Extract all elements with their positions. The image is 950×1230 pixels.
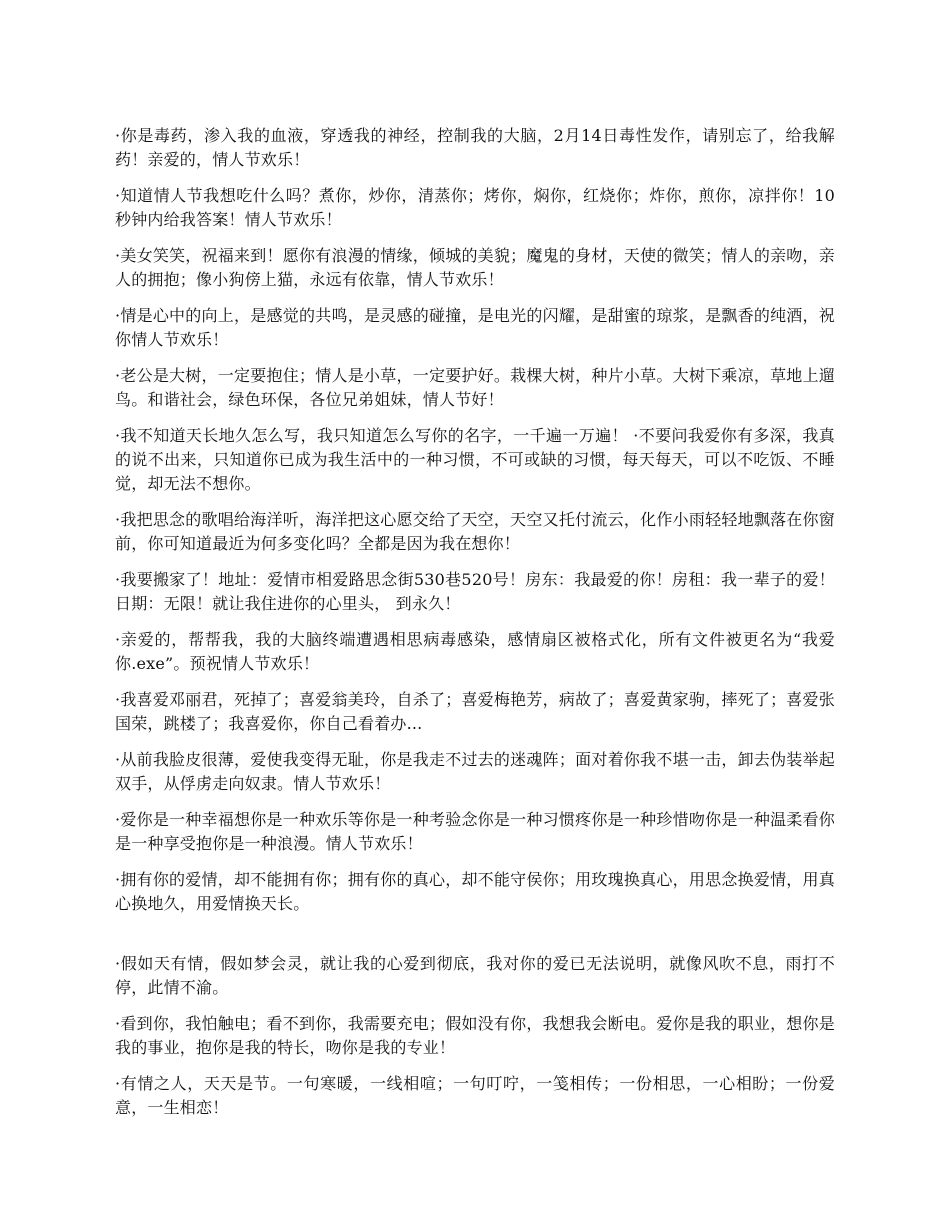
paragraph: ·爱你是一种幸福想你是一种欢乐等你是一种考验念你是一种习惯疼你是一种珍惜吻你是一种温柔看你是一种享受抱你是一种浪漫。情人节欢乐！ <box>115 810 835 853</box>
paragraph: ·有情之人，天天是节。一句寒暖，一线相喧；一句叮咛，一笺相传；一份相思，一心相盼；一份爱意，一生相恋！ <box>115 1074 835 1117</box>
paragraph: ·我不知道天长地久怎么写，我只知道怎么写你的名字，一千遍一万遍！ ·不要问我爱你有多深，我真的说不出来，只知道你已成为我生活中的一种习惯，不可或缺的习惯，每天每天，可以不吃饭、不睡觉，却无法不想你。 <box>115 426 835 493</box>
paragraph: ·我要搬家了！地址：爱情市相爱路思念街530巷520号！房东：我最爱的你！房租：我一辈子的爱！日期：无限！就让我住进你的心里头， 到永久！ <box>115 570 835 613</box>
paragraph: ·美女笑笑，祝福来到！愿你有浪漫的情缘，倾城的美貌；魔鬼的身材，天使的微笑；情人的亲吻，亲人的拥抱；像小狗傍上猫，永远有依靠，情人节欢乐！ <box>115 246 835 289</box>
paragraph: ·知道情人节我想吃什么吗？煮你，炒你，清蒸你；烤你，焖你，红烧你；炸你，煎你，凉拌你！10秒钟内给我答案！情人节欢乐！ <box>115 186 835 229</box>
paragraph: ·我喜爱邓丽君，死掉了；喜爱翁美玲，自杀了；喜爱梅艳芳，病故了；喜爱黄家驹，摔死了；喜爱张国荣，跳楼了；我喜爱你，你自己看着办... <box>115 690 835 733</box>
paragraph: ·拥有你的爱情，却不能拥有你；拥有你的真心，却不能守侯你；用玫瑰换真心，用思念换爱情，用真心换地久，用爱情换天长。 <box>115 870 835 913</box>
paragraph: ·从前我脸皮很薄，爱使我变得无耻，你是我走不过去的迷魂阵；面对着你我不堪一击，卸去伪装举起双手，从俘虏走向奴隶。情人节欢乐！ <box>115 750 835 793</box>
paragraph: ·假如天有情，假如梦会灵，就让我的心爱到彻底，我对你的爱已无法说明，就像风吹不息，雨打不停，此情不渝。 <box>115 954 835 997</box>
paragraph: ·你是毒药，渗入我的血液，穿透我的神经，控制我的大脑，2月14日毒性发作，请别忘了，给我解药！亲爱的，情人节欢乐！ <box>115 126 835 169</box>
paragraph: ·亲爱的，帮帮我，我的大脑终端遭遇相思病毒感染，感情扇区被格式化，所有文件被更名为“我爱你.exe”。预祝情人节欢乐！ <box>115 630 835 673</box>
document-body <box>115 124 835 1132</box>
paragraph: ·我把思念的歌唱给海洋听，海洋把这心愿交给了天空，天空又托付流云，化作小雨轻轻地飘落在你窗前，你可知道最近为何多变化吗？全都是因为我在想你！ <box>115 510 835 553</box>
paragraph: ·老公是大树，一定要抱住；情人是小草，一定要护好。栽棵大树，种片小草。大树下乘凉，草地上遛鸟。和谐社会，绿色环保，各位兄弟姐妹，情人节好！ <box>115 366 835 409</box>
paragraph: ·看到你，我怕触电；看不到你，我需要充电；假如没有你，我想我会断电。爱你是我的职业，想你是我的事业，抱你是我的特长，吻你是我的专业！ <box>115 1014 835 1057</box>
section-spacer <box>115 928 835 952</box>
paragraph: ·情是心中的向上，是感觉的共鸣，是灵感的碰撞，是电光的闪耀，是甜蜜的琼浆，是飘香的纯酒，祝你情人节欢乐！ <box>115 306 835 349</box>
